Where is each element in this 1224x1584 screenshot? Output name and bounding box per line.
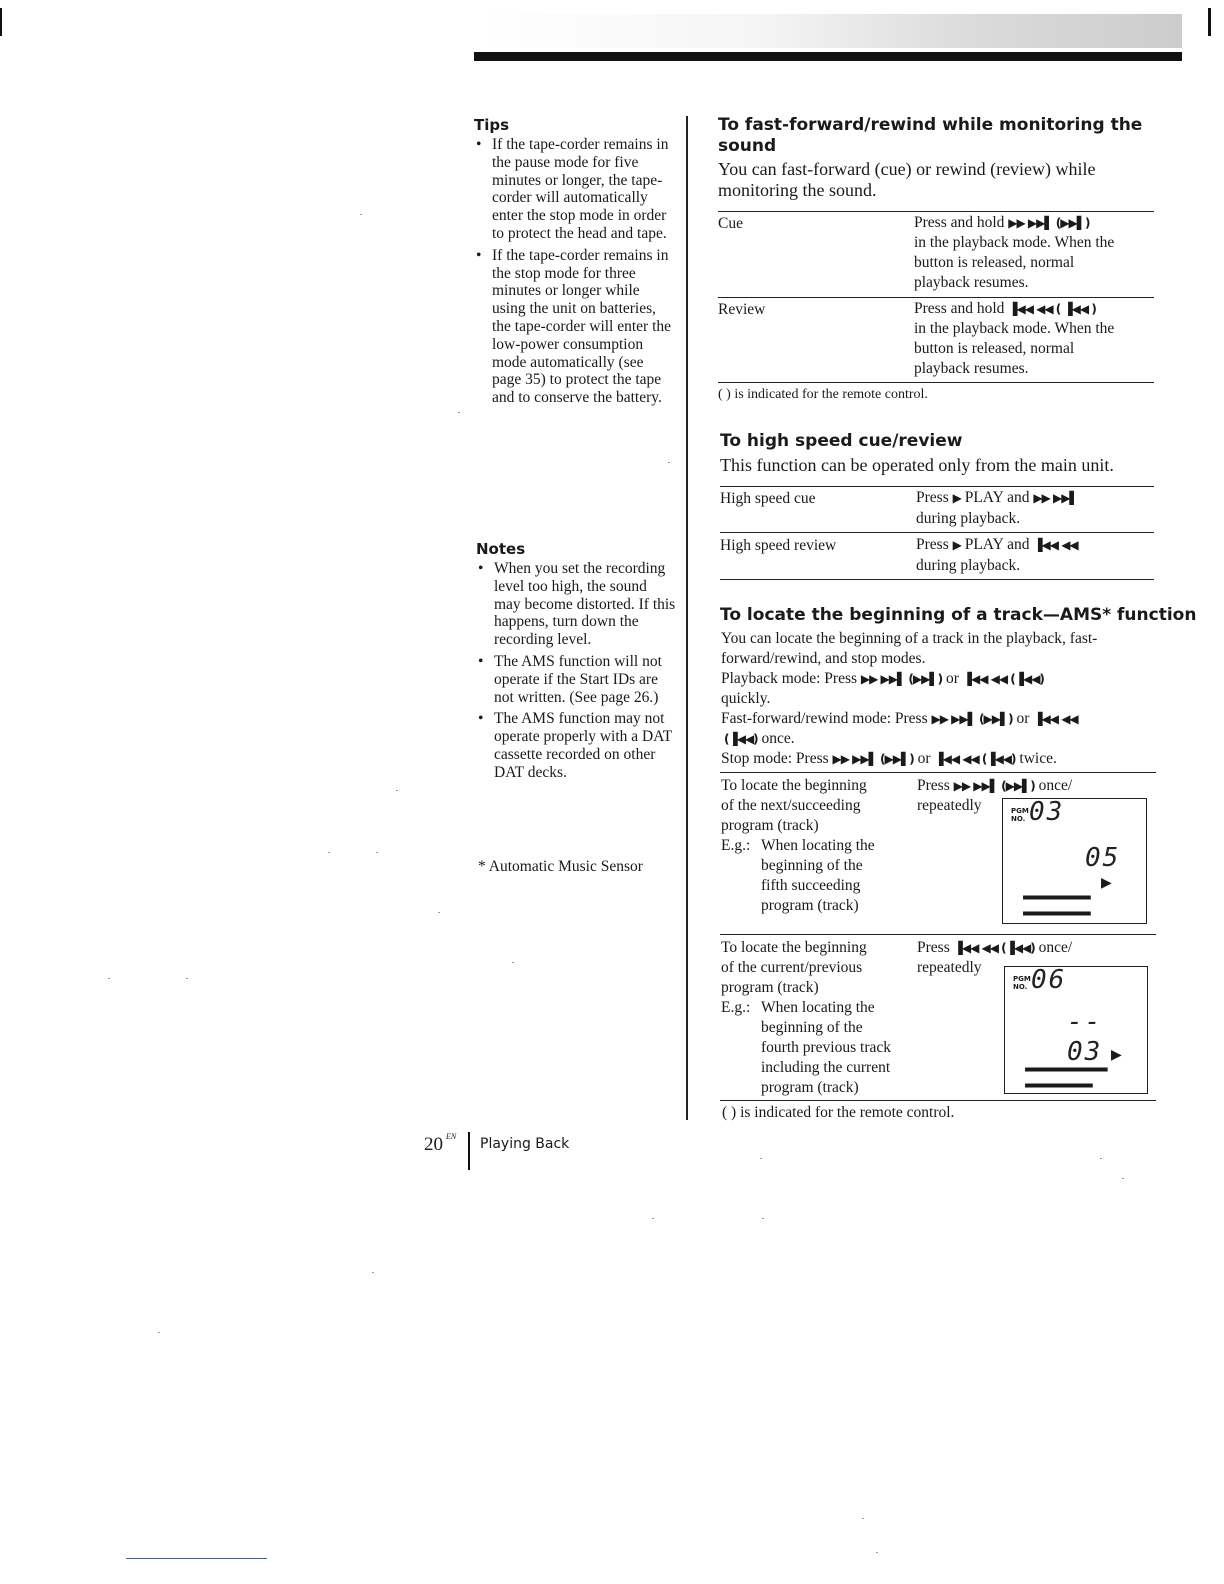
hs-cue-play-and: PLAY and <box>964 489 1030 506</box>
table-rule <box>720 934 1156 935</box>
ams-prev-eg: E.g.: <box>721 999 751 1016</box>
section3-intro-line2: forward/rewind, and stop modes. <box>721 650 926 667</box>
section3-remote-note: ( ) is indicated for the remote control. <box>722 1104 955 1121</box>
next-buttons-icon: ▶▶ ▶▶▌ (▶▶▌) <box>953 779 1035 793</box>
table-rule <box>720 772 1156 773</box>
crop-mark-right <box>1208 8 1211 36</box>
lcd-program-number: 03 <box>1029 797 1065 827</box>
ams-prev-label-line3: program (track) <box>721 979 819 996</box>
blinking-play-indicator-icon: ▶ <box>1101 875 1112 891</box>
scan-speck <box>760 1158 762 1159</box>
section1-lead-line2: monitoring the sound. <box>718 180 877 200</box>
ams-next-repeatedly: repeatedly <box>917 797 982 814</box>
ams-next-label-line3: program (track) <box>721 817 819 834</box>
lcd-track-bar-1: ▬▬▬▬▬▬▬▬▬ <box>1023 889 1090 905</box>
scan-speck <box>372 1272 374 1273</box>
playback-mode-instruction <box>721 669 1044 689</box>
tip-item: • If the tape-corder remains in the pause mode for five minutes or longer, the tape-corder will automatically enter the stop mode in order to protect the head and tape. <box>474 136 674 243</box>
ams-prev-label-line2: of the current/previous <box>721 959 863 976</box>
column-divider <box>686 116 688 1120</box>
play-button-icon: ▶ <box>952 491 961 505</box>
lcd-track-number: 05 <box>1085 843 1121 873</box>
ams-next-eg-line1: When locating the <box>761 837 875 854</box>
tips-heading: Tips <box>474 116 510 134</box>
lcd-display-previous <box>1004 966 1148 1094</box>
cue-instruction-line1 <box>914 213 1089 233</box>
ffrew-mode-line2 <box>724 729 795 749</box>
high-speed-review-instruction <box>916 535 1078 555</box>
hs-review-press: Press <box>916 536 949 553</box>
scan-speck <box>376 852 378 853</box>
note-item: • When you set the recording level too high, the sound may become distorted. If this happens, turn down the recording level. <box>476 560 676 649</box>
cue-instruction-line2: in the playback mode. When the <box>914 234 1115 251</box>
review-instruction-line3: button is released, normal <box>914 340 1075 357</box>
scan-speck <box>328 852 330 853</box>
section2-lead: This function can be operated only from the main unit. <box>720 455 1114 475</box>
ams-prev-eg-line1: When locating the <box>761 999 875 1016</box>
ams-prev-eg-line5: program (track) <box>761 1079 859 1096</box>
review-instruction-line4: playback resumes. <box>914 360 1029 377</box>
ams-next-eg-line4: program (track) <box>761 897 859 914</box>
remote-previous-icon: (▐◀◀) <box>724 732 758 746</box>
section1-title-line2: sound <box>718 136 777 156</box>
tip-item: • If the tape-corder remains in the stop mode for three minutes or longer while using the unit on batteries, the tape-corder will enter the low-power consumption mode automatically (see page 35) to protect the tape and to conserve the battery. <box>474 247 674 407</box>
lcd-track-bar-2: ▬▬▬▬▬▬▬▬▬ <box>1025 1077 1092 1093</box>
playback-or: or <box>945 670 959 687</box>
high-speed-cue-line2: during playback. <box>916 510 1021 527</box>
footer-section-label: Playing Back <box>480 1136 570 1152</box>
table-rule <box>720 579 1154 580</box>
table-rule <box>720 1100 1156 1101</box>
header-texture <box>474 14 1182 48</box>
notes-heading: Notes <box>476 540 526 558</box>
review-label: Review <box>718 301 766 318</box>
note-item: • The AMS function will not operate if the Start IDs are not written. (See page 26.) <box>476 653 676 706</box>
ams-next-instruction <box>917 776 1072 796</box>
scan-speck <box>862 1518 864 1519</box>
next-buttons-icon: ▶▶ ▶▶▌ (▶▶▌) <box>860 672 943 686</box>
ams-prev-press: Press <box>917 939 950 956</box>
ams-next-press: Press <box>917 777 950 794</box>
section3-title: To locate the beginning of a track—AMS* function <box>720 605 1197 625</box>
cue-press: Press and hold <box>914 214 1005 231</box>
review-press: Press and hold <box>914 300 1005 317</box>
ams-next-once: once/ <box>1038 777 1073 794</box>
ams-prev-label-line1: To locate the beginning <box>721 939 867 956</box>
cue-buttons-icon: ▶▶ ▶▶▌ (▶▶▌) <box>1008 216 1090 230</box>
ams-footnote: * Automatic Music Sensor <box>478 858 643 875</box>
lcd-program-number: 06 <box>1031 965 1067 995</box>
lcd-display-next <box>1002 798 1147 924</box>
ams-prev-eg-line2: beginning of the <box>761 1019 863 1036</box>
scan-speck <box>396 790 398 791</box>
page-language-suffix: EN <box>446 1132 457 1141</box>
tips-list <box>474 136 674 407</box>
next-buttons-icon: ▶▶ ▶▶▌ (▶▶▌) <box>931 712 1013 726</box>
header-rule <box>474 52 1182 61</box>
scan-speck <box>458 412 460 413</box>
lcd-track-number: -- 03 <box>1067 1007 1103 1067</box>
review-instruction-line1 <box>914 299 1096 319</box>
fast-forward-button-icon: ▶▶ ▶▶▌ <box>1033 491 1078 505</box>
hs-review-play-and: PLAY and <box>964 536 1030 553</box>
footer-divider <box>468 1132 470 1170</box>
scan-speck <box>158 1332 160 1333</box>
lcd-pgm-label: PGM NO. <box>1011 807 1029 823</box>
scan-speck <box>876 1552 878 1553</box>
ffrew-once: once. <box>761 730 795 747</box>
stop-or: or <box>917 750 931 767</box>
section1-lead-line1: You can fast-forward (cue) or rewind (review) while <box>718 159 1096 179</box>
section1-title-line1: To fast-forward/rewind while monitoring the <box>718 115 1143 135</box>
scan-speck <box>668 462 670 463</box>
previous-buttons-icon: ▐◀◀ ◀◀ (▐◀◀) <box>934 752 1016 766</box>
high-speed-cue-label: High speed cue <box>720 490 816 507</box>
scan-speck <box>1122 1178 1124 1179</box>
cue-instruction-line3: button is released, normal <box>914 254 1075 271</box>
scan-speck <box>652 1218 654 1219</box>
ams-prev-once: once/ <box>1038 939 1073 956</box>
ams-prev-instruction <box>917 938 1072 958</box>
cue-instruction-line4: playback resumes. <box>914 274 1029 291</box>
ffrew-mode-text: Fast-forward/rewind mode: Press <box>721 710 928 727</box>
scan-speck <box>438 912 440 913</box>
stop-twice: twice. <box>1019 750 1057 767</box>
ams-next-eg: E.g.: <box>721 837 751 854</box>
scan-speck <box>762 1218 764 1219</box>
next-buttons-icon: ▶▶ ▶▶▌ (▶▶▌) <box>832 752 914 766</box>
scan-artifact-line <box>126 1558 267 1559</box>
playback-mode-end: quickly. <box>721 690 771 707</box>
ams-next-label-line1: To locate the beginning <box>721 777 867 794</box>
cue-label: Cue <box>718 215 743 232</box>
table-rule <box>720 486 1154 487</box>
crop-mark-left <box>0 8 2 36</box>
ams-prev-eg-line4: including the current <box>761 1059 891 1076</box>
high-speed-review-line2: during playback. <box>916 557 1021 574</box>
table-rule <box>718 211 1154 212</box>
note-item: • The AMS function may not operate properly with a DAT cassette recorded on other DAT decks. <box>476 710 676 781</box>
ams-next-eg-line2: beginning of the <box>761 857 863 874</box>
section2-title: To high speed cue/review <box>720 431 963 451</box>
high-speed-review-label: High speed review <box>720 537 837 554</box>
ams-next-label-line2: of the next/succeeding <box>721 797 861 814</box>
ffrew-mode-instruction <box>721 709 1078 729</box>
section3-intro-line1: You can locate the beginning of a track in the playback, fast- <box>721 630 1098 647</box>
lcd-pgm-label: PGM NO. <box>1013 975 1031 991</box>
previous-buttons-icon: ▐◀◀ ◀◀ (▐◀◀) <box>953 941 1035 955</box>
table-rule <box>720 532 1154 533</box>
scan-speck <box>1100 1158 1102 1159</box>
previous-buttons-icon: ▐◀◀ ◀◀ <box>1033 712 1078 726</box>
scan-speck <box>108 978 110 979</box>
scan-speck <box>186 978 188 979</box>
notes-list <box>476 560 676 782</box>
playback-mode-text: Playback mode: Press <box>721 670 858 687</box>
stop-mode-instruction <box>721 749 1057 769</box>
ams-prev-eg-line3: fourth previous track <box>761 1039 891 1056</box>
review-instruction-line2: in the playback mode. When the <box>914 320 1115 337</box>
page-number: 20 <box>424 1134 443 1155</box>
ams-prev-repeatedly: repeatedly <box>917 959 982 976</box>
rewind-button-icon: ▐◀◀ ◀◀ <box>1033 538 1078 552</box>
play-indicator-icon: ▶ <box>1111 1047 1122 1063</box>
ffrew-or: or <box>1016 710 1030 727</box>
section1-remote-note: ( ) is indicated for the remote control. <box>718 387 928 402</box>
lcd-track-bar-2: ▬▬▬▬▬▬▬▬▬ <box>1023 905 1090 921</box>
scan-speck <box>512 962 514 963</box>
hs-cue-press: Press <box>916 489 949 506</box>
previous-buttons-icon: ▐◀◀ ◀◀ (▐◀◀) <box>962 672 1044 686</box>
ams-next-eg-line3: fifth succeeding <box>761 877 861 894</box>
high-speed-cue-instruction <box>916 488 1078 508</box>
lcd-track-bar-1: ▬▬▬▬▬▬▬▬▬▬▬ <box>1025 1061 1107 1077</box>
stop-mode-text: Stop mode: Press <box>721 750 829 767</box>
table-rule <box>718 382 1154 383</box>
table-rule <box>718 297 1154 298</box>
scan-speck <box>360 214 362 215</box>
review-buttons-icon: ▐◀◀ ◀◀ ( ▐◀◀ ) <box>1008 302 1096 316</box>
play-button-icon: ▶ <box>952 538 961 552</box>
